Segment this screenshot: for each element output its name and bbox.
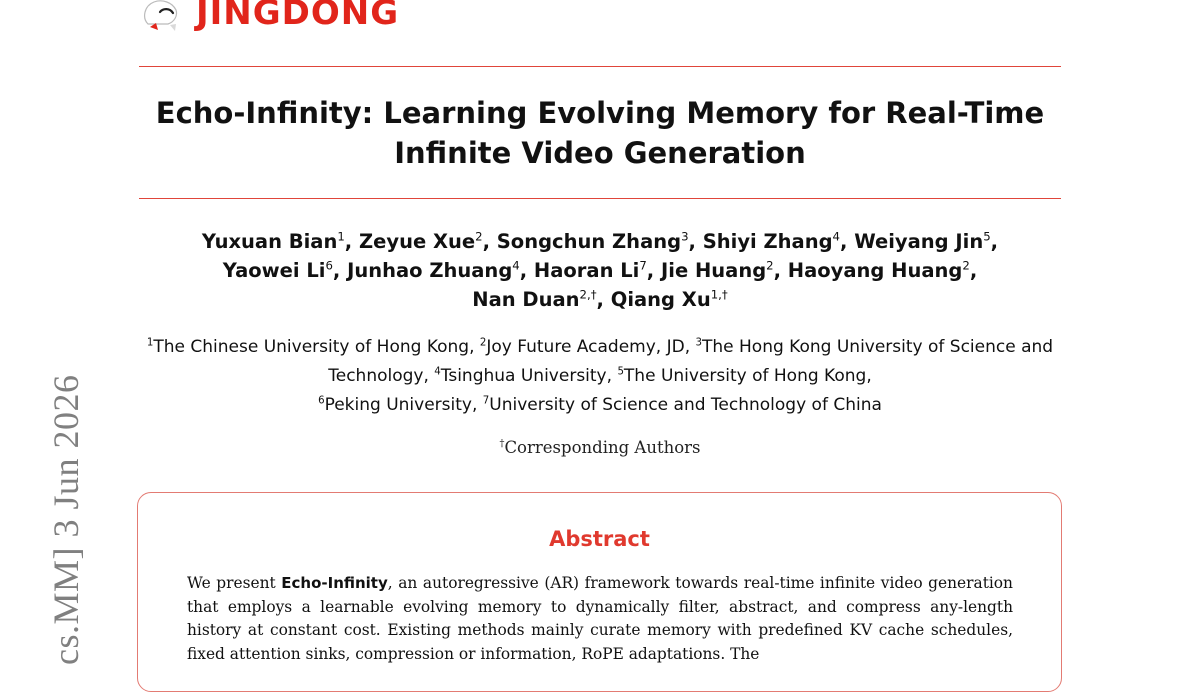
author: Haoyang Huang$^2$, xyxy=(787,258,978,282)
jingdong-logo xyxy=(140,0,399,32)
title-line-1: Echo-Infinity: Learning Evolving Memory for Real-Time xyxy=(155,96,1045,130)
abstract-heading: Abstract xyxy=(549,527,650,551)
author: Qiang $Xu^{1,\dagger}$ xyxy=(610,287,728,311)
title-line-2: Infinite Video Generation xyxy=(394,136,806,170)
author: Yuxuan Bian$^1$ xyxy=(201,229,345,253)
affiliation: $^6$Peking University xyxy=(318,395,472,415)
logo-text: JINGDONG xyxy=(196,0,400,33)
author: Haoran Li$^7$ xyxy=(533,258,647,282)
author: Jie Huang$^2$ xyxy=(661,258,774,282)
affiliation: $^2$Joy Future Academy, JD xyxy=(479,337,685,357)
author: Yaowei Li$^6$ xyxy=(222,258,333,282)
top-divider xyxy=(139,66,1061,67)
jd-dog-mascot-icon xyxy=(140,0,192,32)
author: Shiyi Zhang$^4$ xyxy=(702,229,840,253)
paper-title xyxy=(139,93,1061,173)
abstract-text: We present Echo-Infinity, an autoregressive (AR) framework towards real-time infinite video generation that employs a learnable evolving memory to dynamically filter, abstract, and compress any-length history at constant cost. Existing methods mainly curate memory with predefined KV cache schedules, fixed attention sinks, compression or information, RoPE adaptations. The xyxy=(187,574,1013,663)
affiliation: $^5$The University of Hong Kong, xyxy=(617,366,872,386)
corresponding-authors-note: †Corresponding Authors xyxy=(499,438,701,457)
author-list: Yuxuan Bian$^1$, Zeyue Xue$^2$, Songchun Zhang$^3$, Shiyi Zhang$^4$, Weiyang Jin$^5$, Yaowei Li$^6$, Junhao Zhuang$^4$, Haoran Li$^7$, Jie Huang$^2$, Haoyang Huang$^2$, Nan Duan$^{2,\dagger}$, Qiang $Xu^{1,\dagger}$ xyxy=(201,229,999,311)
title-divider xyxy=(139,198,1061,199)
abstract-box xyxy=(137,492,1062,692)
author: Junhao Zhuang$^4$ xyxy=(347,258,520,282)
author: Zeyue Xue$^2$ xyxy=(359,229,483,253)
affiliation-list: $^1$The Chinese University of Hong Kong, $^2$Joy Future Academy, JD, $^3$The Hong Kong University of Science and Technology, $^4$Tsinghua University, $^5$The University of Hong Kong, $^6$Peking University, $^7$University of Science and Technology of China xyxy=(146,337,1054,415)
author: Nan Duan$^{2,\dagger}$ xyxy=(472,287,597,311)
affiliation: $^1$The Chinese University of Hong Kong xyxy=(146,337,470,357)
affiliation: $^7$University of Science and Technology of China xyxy=(482,395,882,415)
affiliation: $^3$The Hong Kong University of Science and Technology xyxy=(328,337,1054,386)
method-name: Echo-Infinity xyxy=(281,574,388,592)
affiliation: $^4$Tsinghua University xyxy=(434,366,607,386)
author: Songchun Zhang$^3$ xyxy=(496,229,689,253)
author: Weiyang Jin$^5$, xyxy=(854,229,999,253)
arxiv-identifier: cs.MM] 3 Jun 2026 xyxy=(46,374,86,665)
